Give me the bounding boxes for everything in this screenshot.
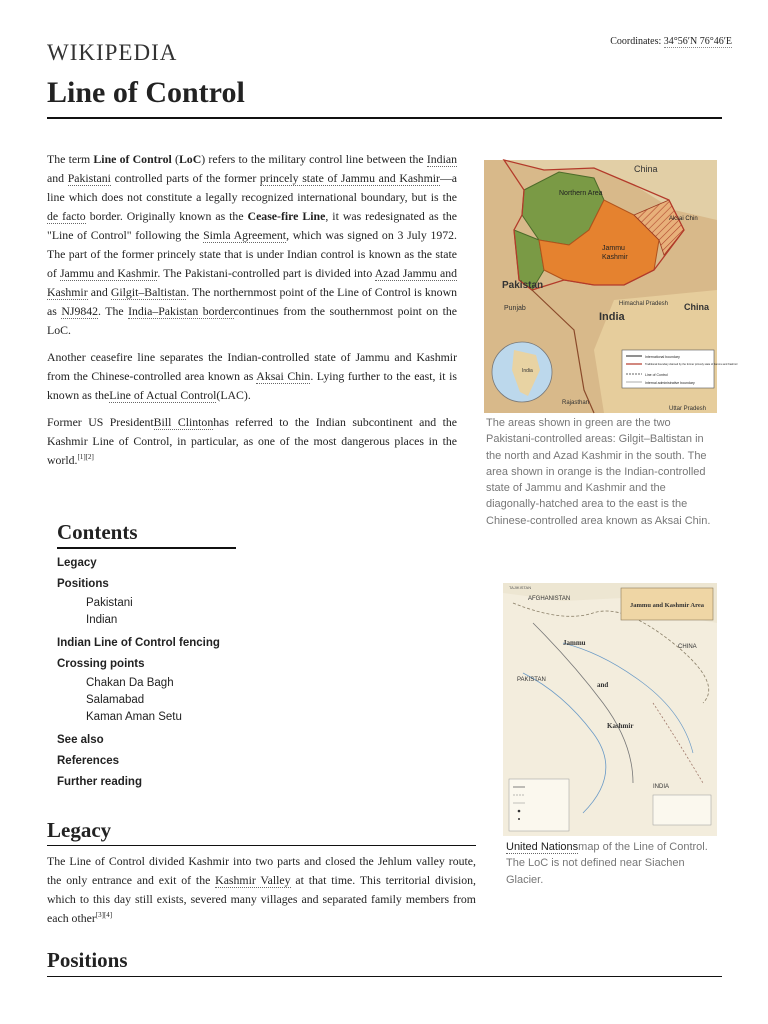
- map-label-kashmir: Kashmir: [602, 254, 628, 261]
- un-map-title: Jammu and Kashmir Area: [630, 602, 704, 609]
- toc-item[interactable]: Salamabad: [86, 694, 145, 706]
- map-label-china-top: China: [634, 164, 658, 174]
- table-of-contents: [57, 553, 220, 793]
- toc-item[interactable]: Positions: [57, 578, 109, 590]
- map-label-rajasthan: Rajasthan: [562, 400, 590, 406]
- legend-item: Traditional boundary claimed by the former princely state of Jammu and Kashmir: [645, 363, 738, 366]
- map-label-pakistan: Pakistan: [502, 280, 544, 291]
- link-nj9842[interactable]: NJ9842: [61, 304, 99, 318]
- map-label-uttar: Uttar Pradesh: [669, 406, 707, 412]
- section-heading-positions: Positions: [47, 948, 128, 972]
- un-map-label-kashmir: Kashmir: [607, 722, 634, 730]
- toc-item[interactable]: Kaman Aman Setu: [86, 711, 182, 723]
- link-india-pakistan-border[interactable]: India–Pakistan border: [128, 304, 234, 318]
- page-title: Line of Control: [47, 76, 245, 109]
- link-line-of-actual-control[interactable]: Line of Actual Control: [109, 388, 217, 402]
- link-azad-kashmir[interactable]: Azad Jammu and Kashmir: [47, 266, 458, 299]
- un-map-label-afghanistan: AFGHANISTAN: [528, 596, 571, 602]
- toc-item[interactable]: Crossing points: [57, 658, 145, 670]
- title-rule: [47, 117, 722, 119]
- inset-label-india: India: [522, 368, 533, 374]
- link-aksai-chin[interactable]: Aksai Chin: [256, 369, 311, 383]
- legacy-paragraph: The Line of Control divided Kashmir into two parts and closed the Jehlum valley route, the only entrance and exit of the Kashmir Valley at that time. This territorial division, which to this day still exists, severed many villages and separated family members from each other[3][4]: [47, 854, 476, 925]
- toc-item[interactable]: Pakistani: [86, 597, 133, 609]
- map-label-india: India: [599, 311, 625, 323]
- un-map-label-china: CHINA: [678, 644, 697, 650]
- intro: [47, 150, 457, 478]
- toc-item[interactable]: See also: [57, 734, 104, 746]
- kashmir-region-map[interactable]: [484, 160, 738, 413]
- toc-item[interactable]: Indian Line of Control fencing: [57, 637, 220, 649]
- map-label-northern-area: Northern Area: [559, 190, 603, 197]
- section-heading-legacy: Legacy: [47, 818, 112, 842]
- un-map-label-india: INDIA: [653, 784, 670, 790]
- map-label-aksai-chin: Aksai Chin: [669, 216, 698, 222]
- figure1-caption: The areas shown in green are the two Pakistani-controlled areas: Gilgit–Baltistan in the north and Azad Kashmir in the south. The area shown in orange is the Indian-controlled state of Jammu and Kashmir and the diagonally-hatched area to the east is the Chinese-controlled area known as Aksai Chin.: [486, 417, 711, 527]
- legacy-rule: [47, 845, 476, 846]
- intro-paragraph-2: Another ceasefire line separates the Indian-controlled state of Jammu and Kashmir from the Chinese-controlled area known as Aksai Chin. Lying further to the east, it is known as theLine of Actual Control(LAC).: [47, 350, 457, 402]
- link-de-facto[interactable]: de facto: [47, 209, 86, 223]
- legend-item: Line of Control: [645, 373, 668, 377]
- toc-item[interactable]: Legacy: [57, 557, 97, 569]
- toc-rule: [57, 547, 236, 549]
- legend-item: International boundary: [645, 355, 680, 359]
- toc-title: Contents: [57, 520, 138, 544]
- ref-2[interactable]: [2]: [85, 453, 94, 462]
- link-simla-agreement[interactable]: Simla Agreement: [203, 228, 287, 242]
- un-map-label-jammu: Jammu: [563, 639, 586, 647]
- link-united-nations[interactable]: United Nations: [506, 841, 579, 853]
- link-bill-clinton[interactable]: Bill Clinton: [153, 415, 214, 429]
- un-map-label-and: and: [597, 681, 609, 689]
- ref-1[interactable]: [1]: [77, 453, 86, 462]
- figure2-caption: United Nationsmap of the Line of Control. The LoC is not defined near Siachen Glacier.: [506, 841, 708, 886]
- intro-paragraph-3: Former US PresidentBill Clintonhas referred to the Indian subcontinent and the Kashmir Line of Control, in particular, as one of the most dangerous places in the world.[1][2]: [47, 415, 458, 467]
- toc-item[interactable]: Chakan Da Bagh: [86, 677, 174, 689]
- toc-item[interactable]: Indian: [86, 614, 118, 626]
- toc-item[interactable]: Further reading: [57, 776, 142, 788]
- map-label-jammu: Jammu: [602, 245, 625, 252]
- un-map-label-tajikistan: TAJIKISTAN: [509, 585, 532, 590]
- coordinates-link[interactable]: 34°56′N 76°46′E: [663, 36, 732, 47]
- legend-item: Internal administrative boundary: [645, 381, 695, 385]
- map-label-punjab: Punjab: [504, 305, 526, 312]
- toc-item[interactable]: References: [57, 755, 120, 767]
- link-gilgit-baltistan[interactable]: Gilgit–Baltistan: [110, 285, 187, 299]
- link-princely-state[interactable]: princely state of Jammu and Kashmir: [259, 171, 440, 185]
- map-label-himachal: Himachal Pradesh: [619, 301, 669, 307]
- un-map-label-pakistan: PAKISTAN: [517, 677, 546, 683]
- un-kashmir-map[interactable]: [503, 583, 717, 836]
- map-label-china: China: [684, 302, 710, 312]
- link-pakistani[interactable]: Pakistani: [67, 171, 111, 185]
- wikipedia-wordmark: WIKIPEDIA: [47, 40, 178, 65]
- link-kashmir-valley[interactable]: Kashmir Valley: [215, 873, 291, 887]
- positions-rule: [47, 976, 722, 977]
- coordinates: [610, 36, 732, 47]
- coordinates-label: Coordinates:: [610, 36, 662, 47]
- intro-paragraph-1: The term Line of Control (LoC) refers to the military control line between the Indian and Pakistani controlled parts of the former princely state of Jammu and Kashmir—a line which does not constitute a legally recognized international boundary, but is the de facto border. Originally known as the Cease-fire Line, it was redesignated as the "Line of Control" following the Simla Agreement, which was signed on 3 July 1972. The part of the former princely state that is under Indian control is known as the state of Jammu and Kashmir. The Pakistani-controlled part is divided into Azad Jammu and Kashmir and Gilgit–Baltistan. The northernmost point of the Line of Control is known as NJ9842. The India–Pakistan bordercontinues from the southernmost point on the LoC.: [47, 152, 458, 337]
- ref-4[interactable]: [4]: [103, 911, 113, 920]
- link-jammu-kashmir[interactable]: Jammu and Kashmir: [59, 266, 158, 280]
- link-indian[interactable]: Indian: [426, 152, 457, 166]
- ref-3[interactable]: [3]: [95, 911, 104, 920]
